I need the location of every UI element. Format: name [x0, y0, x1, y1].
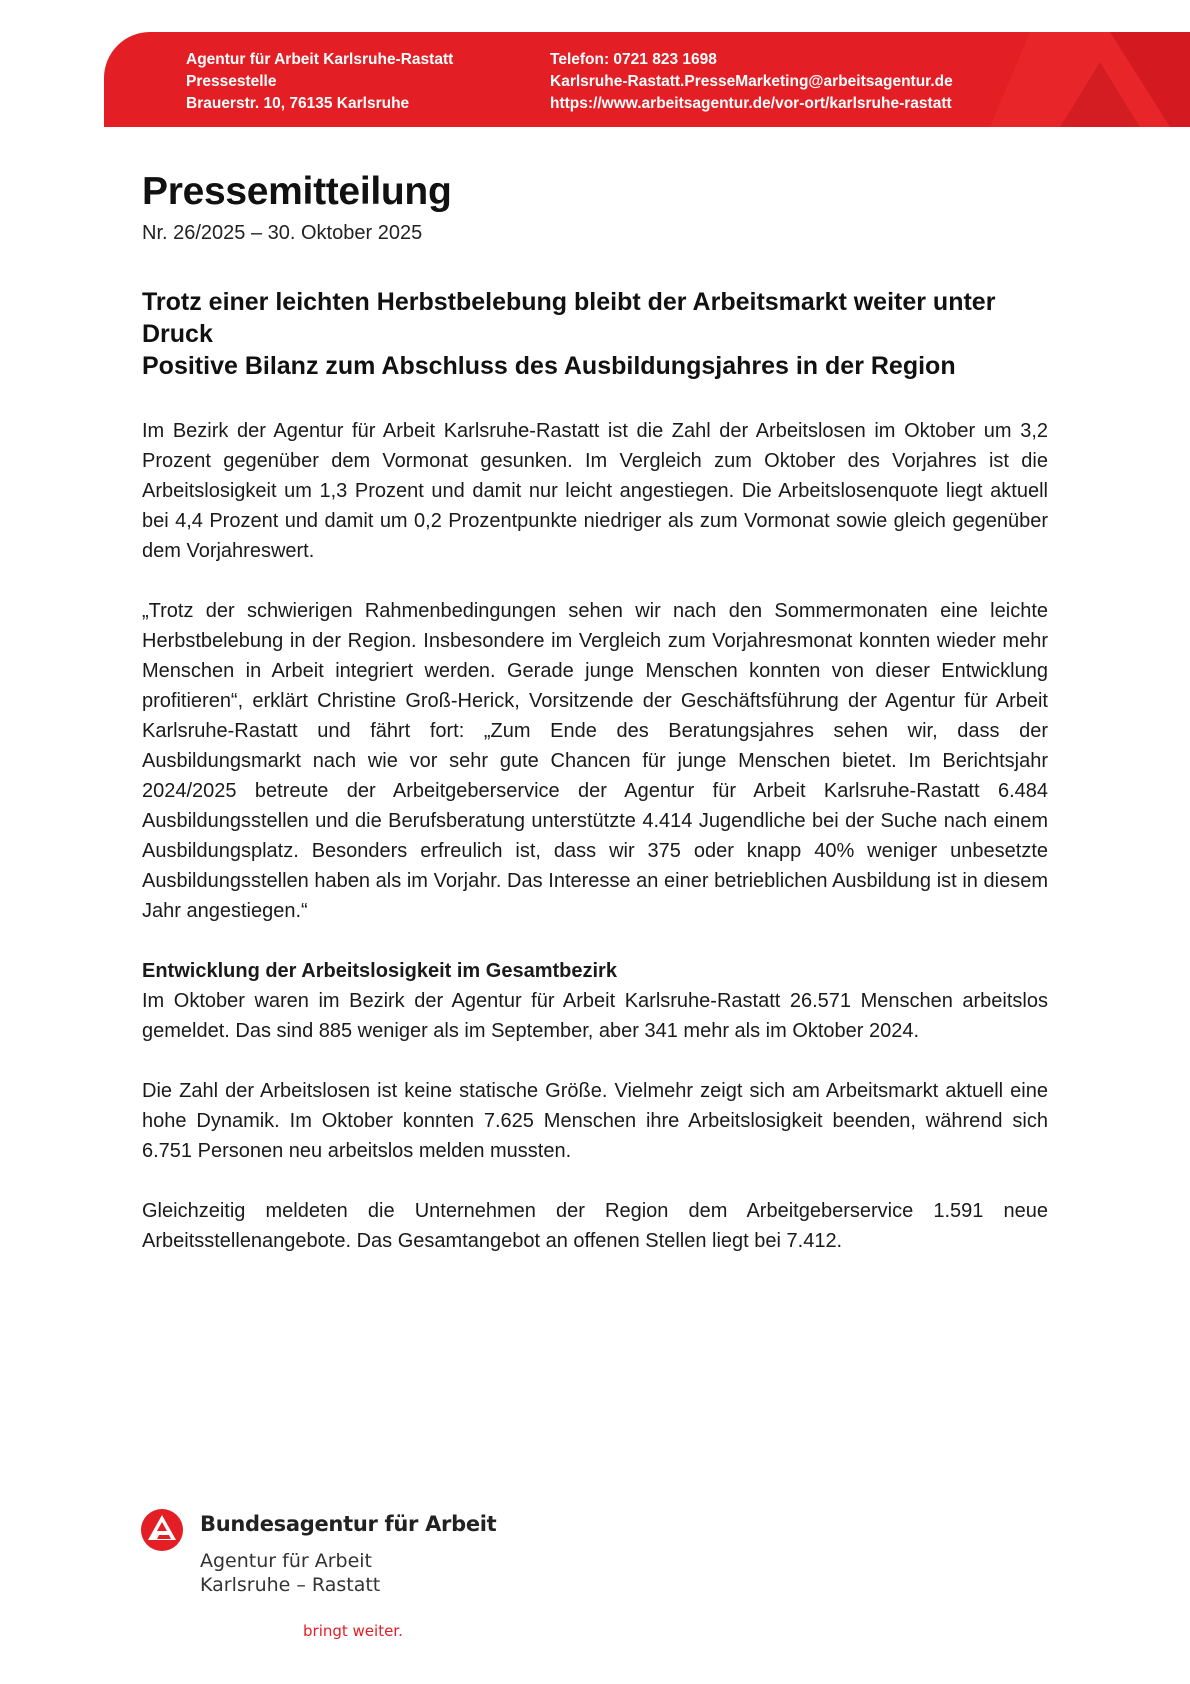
paragraph-dynamics: Die Zahl der Arbeitslosen ist keine statische Größe. Vielmehr zeigt sich am Arbeitsmarkt aktuell eine hohe Dynamik. Im Oktober konnten 7.625 Menschen ihre Arbeitslosigkeit beenden, während sich 6.751 Personen neu arbeitslos melden mussten.	[142, 1080, 1048, 1162]
paragraph-unemployment: Im Oktober waren im Bezirk der Agentur für Arbeit Karlsruhe-Rastatt 26.571 Menschen arbeitslos gemeldet. Das sind 885 weniger als im September, aber 341 mehr als im Oktober 2024.	[142, 990, 1048, 1042]
logo-agency-line2: Karlsruhe – Rastatt	[200, 1574, 381, 1596]
paragraph-quote: „Trotz der schwierigen Rahmenbedingungen sehen wir nach den Sommermonaten eine leichte Herbstbelebung in der Region. Insbesondere im Vergleich zum Vorjahresmonat konnten wieder mehr Menschen in Arbeit integriert werden. Gerade junge Menschen konnten von dieser Entwicklung profitieren“, erklärt Christine Groß-Herick, Vorsitzende der Geschäftsführung der Agentur für Arbeit Karlsruhe-Rastatt und fährt fort: „Zum Ende des Beratungsjahres sehen wir, dass der Ausbildungsmarkt nach wie vor sehr gute Chancen für junge Menschen bietet. Im Berichtsjahr 2024/2025 betreute der Arbeitgeberservice der Agentur für Arbeit Karlsruhe-Rastatt 6.484 Ausbildungsstellen und die Berufsberatung unterstützte 4.414 Jugendliche bei der Suche nach einem Ausbildungsplatz. Besonders erfreulich ist, dass wir 375 oder knapp 40% weniger unbesetzte Ausbildungsstellen haben als im Vorjahr. Das Interesse an einer betrieblichen Ausbildung ist in diesem Jahr angestiegen.“	[142, 600, 1048, 922]
header-phone: Telefon: 0721 823 1698	[550, 51, 717, 68]
header-contact-details	[550, 49, 953, 115]
header-street: Brauerstr. 10, 76135 Karlsruhe	[186, 95, 410, 112]
header-contact-address	[186, 49, 453, 115]
header-org-name: Agentur für Arbeit Karlsruhe-Rastatt	[186, 51, 454, 68]
header-department: Pressestelle	[186, 73, 277, 90]
paragraph-job-offers: Gleichzeitig meldeten die Unternehmen der Region dem Arbeitgeberservice 1.591 neue Arbeitsstellenangebote. Das Gesamtangebot an offenen Stellen liegt bei 7.412.	[142, 1200, 1048, 1252]
document-body	[142, 416, 1048, 1286]
section-heading: Entwicklung der Arbeitslosigkeit im Gesamtbezirk	[142, 960, 617, 982]
banner-logo-watermark-icon	[990, 32, 1190, 127]
headline	[142, 286, 1062, 382]
ba-logo-icon	[140, 1508, 184, 1552]
header-email-link[interactable]: Karlsruhe-Rastatt.PresseMarketing@arbeitsagentur.de	[550, 73, 953, 90]
document-title: Pressemitteilung	[142, 170, 452, 213]
paragraph-intro: Im Bezirk der Agentur für Arbeit Karlsruhe-Rastatt ist die Zahl der Arbeitslosen im Oktober um 3,2 Prozent gegenüber dem Vormonat gesunken. Im Vergleich zum Oktober des Vorjahres ist die Arbeitslosigkeit um 1,3 Prozent und damit nur leicht angestiegen. Die Arbeitslosenquote liegt aktuell bei 4,4 Prozent und damit um 0,2 Prozentpunkte niedriger als zum Vormonat sowie gleich gegenüber dem Vorjahreswert.	[142, 420, 1048, 562]
logo-brand-name: Bundesagentur für Arbeit	[200, 1512, 497, 1536]
logo-agency-line1: Agentur für Arbeit	[200, 1550, 373, 1572]
header-banner	[104, 32, 1190, 127]
header-website-link[interactable]: https://www.arbeitsagentur.de/vor-ort/karlsruhe-rastatt	[550, 95, 952, 112]
headline-sub: Positive Bilanz zum Abschluss des Ausbildungsjahres in der Region	[142, 352, 956, 380]
document-number-date: Nr. 26/2025 – 30. Oktober 2025	[142, 222, 423, 244]
logo-claim: bringt weiter.	[303, 1622, 403, 1640]
headline-main: Trotz einer leichten Herbstbelebung bleibt der Arbeitsmarkt weiter unter Druck	[142, 288, 996, 348]
